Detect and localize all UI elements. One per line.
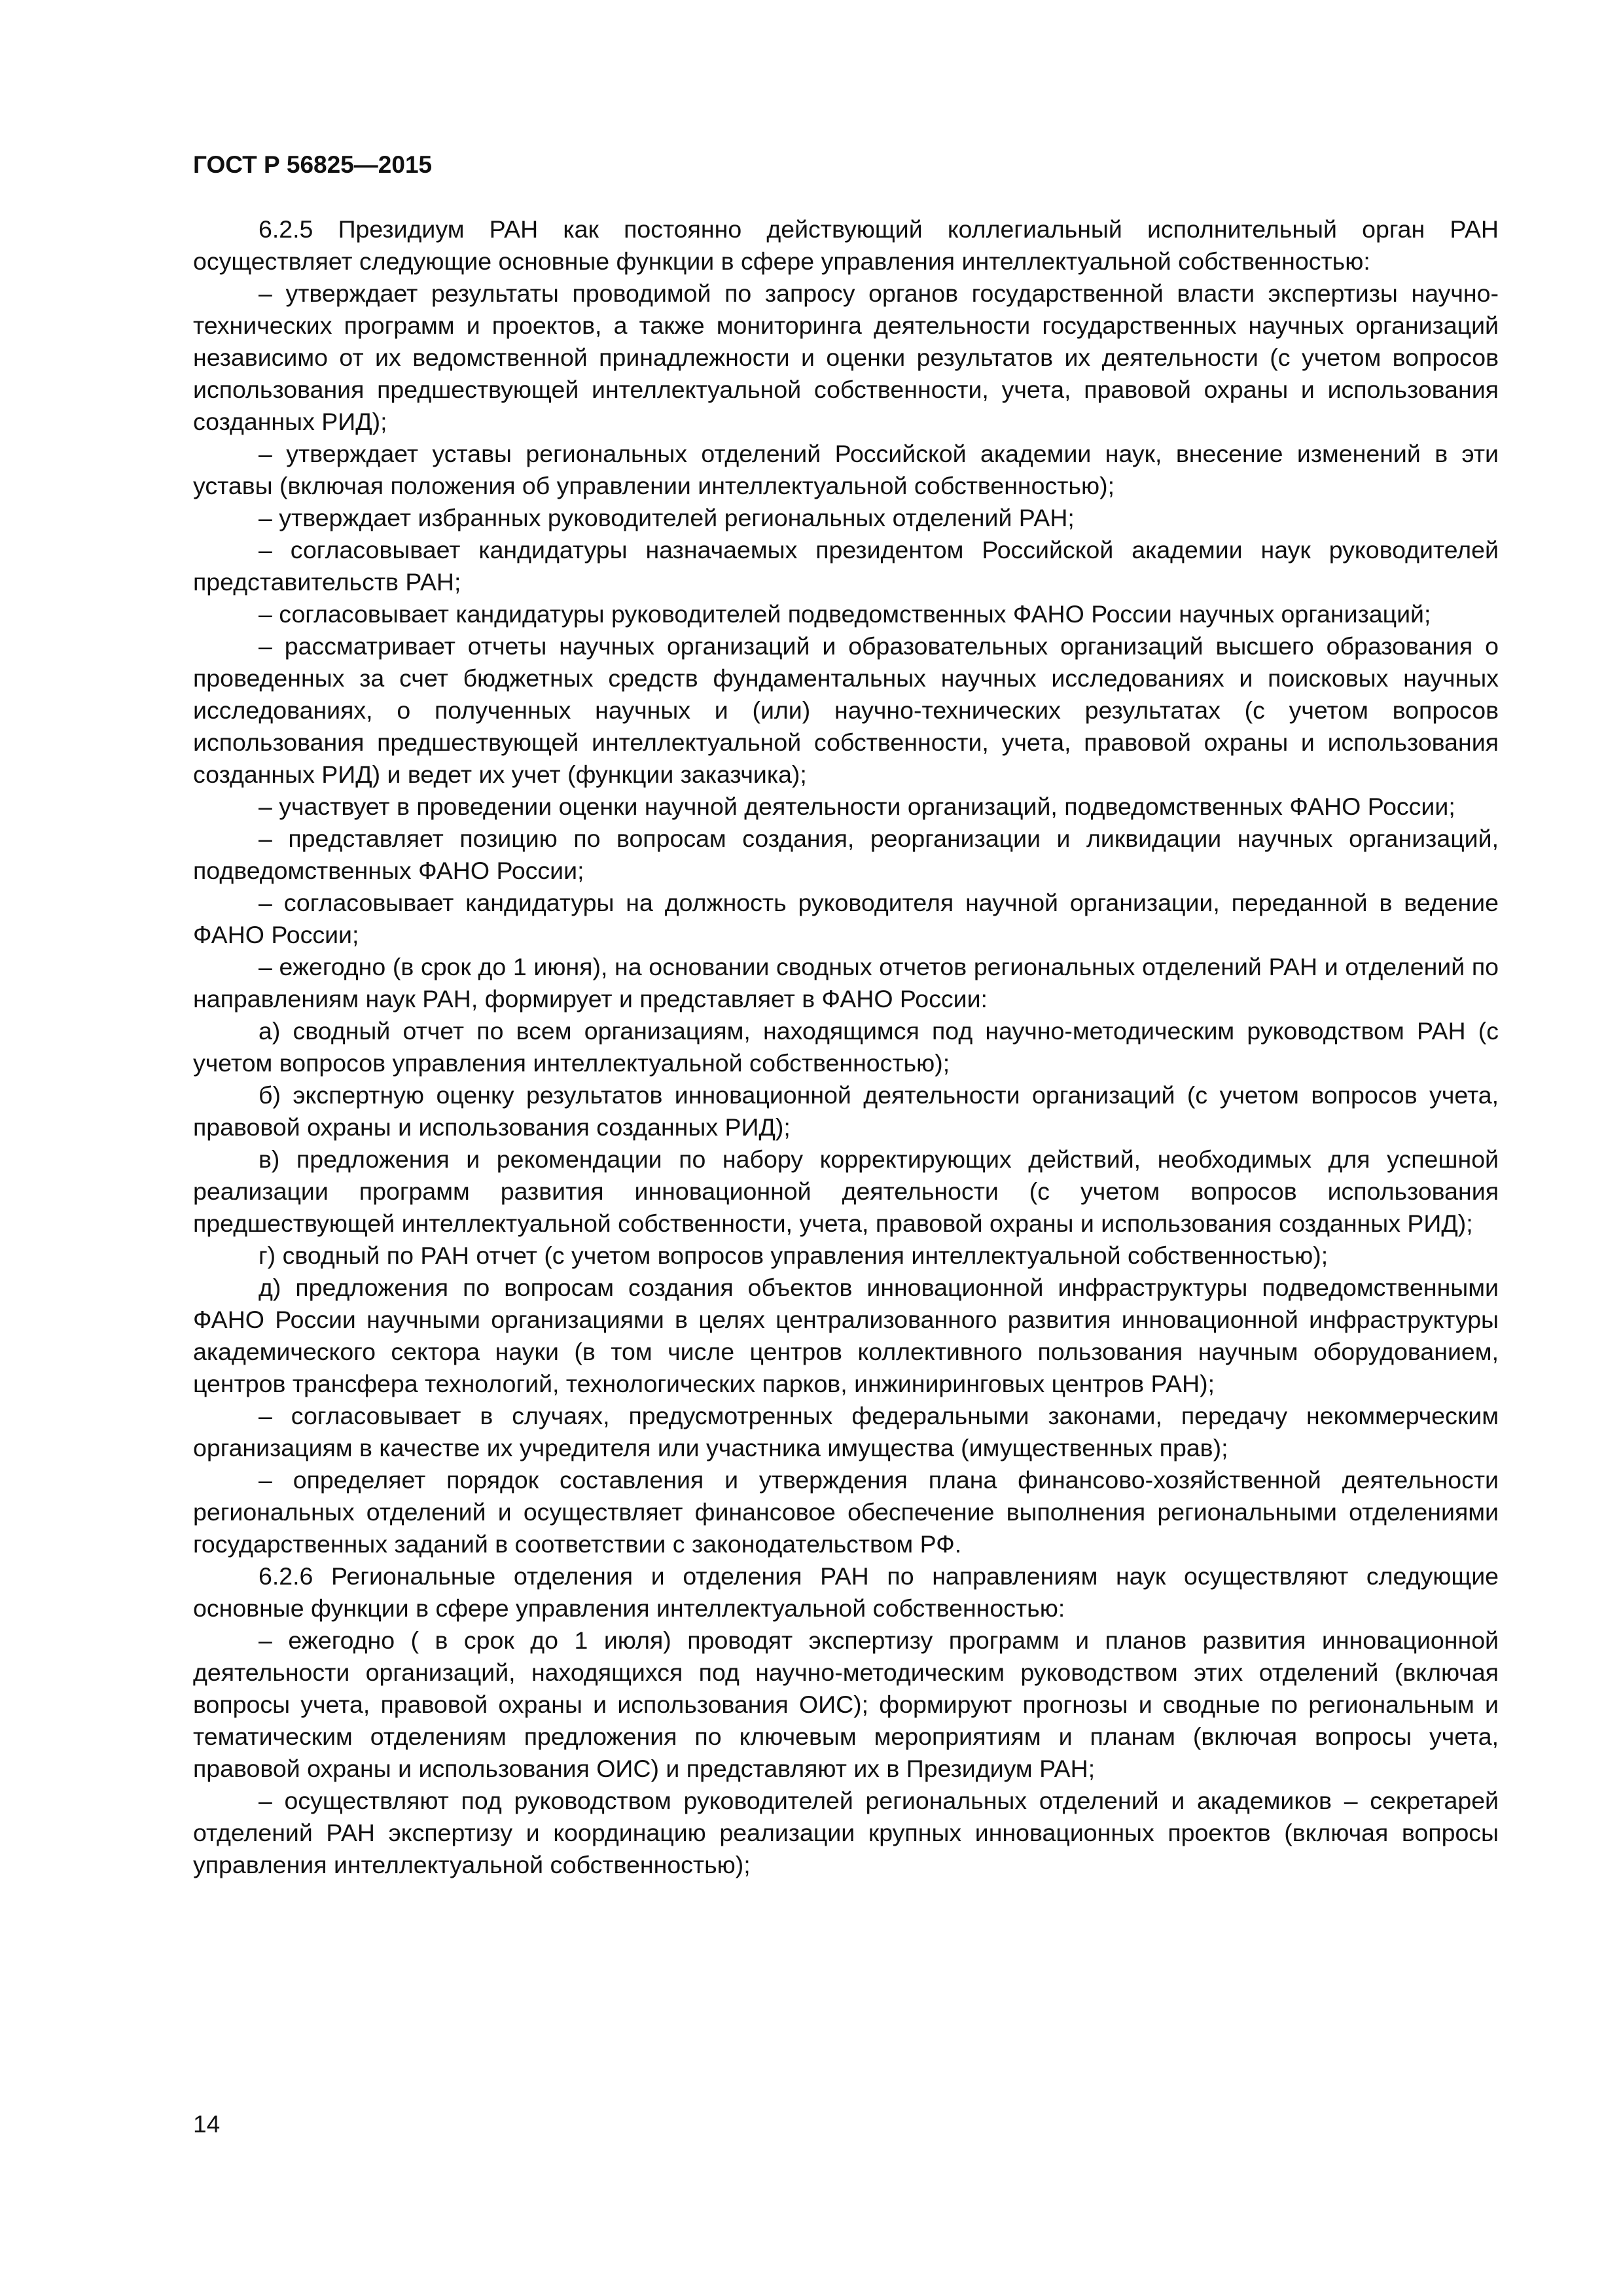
list-item: – определяет порядок составления и утверждения плана финансово-хозяйственной деятельности региональных отделений и осуществляет финансовое обеспечение выполнения региональными отделениями государственных заданий в соответствии с законодательством РФ. xyxy=(193,1466,1499,1558)
list-item: – участвует в проведении оценки научной деятельности организаций, подведомственных ФАНО России; xyxy=(259,793,1455,820)
document-page xyxy=(193,151,1499,1881)
list-item: – утверждает результаты проводимой по запросу органов государственной власти экспертизы научно-технических программ и проектов, а также мониторинга деятельности государственных научных организаций независимо от их ведомственной принадлежности и оценки результатов их деятельности (с учетом вопросов использования предшествующей интеллектуальной собственности, учета, правовой охраны и использования созданных РИД); xyxy=(193,279,1499,435)
sub-item-b: б) экспертную оценку результатов инновационной деятельности организаций (с учетом вопросов учета, правовой охраны и использования созданных РИД); xyxy=(193,1081,1499,1141)
list-item: – утверждает избранных руководителей региональных отделений РАН; xyxy=(259,504,1075,531)
page-number: 14 xyxy=(193,2111,221,2138)
sub-item-a: а) сводный отчет по всем организациям, находящимся под научно-методическим руководством РАН (с учетом вопросов управления интеллектуальной собственностью); xyxy=(193,1017,1499,1077)
list-item: – согласовывает кандидатуры назначаемых президентом Российской академии наук руководителей представительств РАН; xyxy=(193,536,1499,596)
paragraph-6-2-5: 6.2.5 Президиум РАН как постоянно действующий коллегиальный исполнительный орган РАН осуществляет следующие основные функции в сфере управления интеллектуальной собственностью: xyxy=(193,215,1499,275)
list-item: – представляет позицию по вопросам создания, реорганизации и ликвидации научных организаций, подведомственных ФАНО России; xyxy=(193,825,1499,884)
paragraph-6-2-6: 6.2.6 Региональные отделения и отделения РАН по направлениям наук осуществляют следующие основные функции в сфере управления интеллектуальной собственностью: xyxy=(193,1562,1499,1622)
list-item: – осуществляют под руководством руководителей региональных отделений и академиков – секретарей отделений РАН экспертизу и координацию реализации крупных инновационных проектов (включая вопросы управления интеллектуальной собственностью); xyxy=(193,1787,1499,1878)
document-body xyxy=(193,213,1499,1881)
list-item: – ежегодно ( в срок до 1 июля) проводят экспертизу программ и планов развития инновационной деятельности организаций, находящихся под научно-методическим руководством этих отделений (включая вопросы учета, правовой охраны и использования ОИС); формируют прогнозы и сводные по региональным и тематическим отделениям предложения по ключевым мероприятиям и планам (включая вопросы учета, правовой охраны и использования ОИС) и представляют их в Президиум РАН; xyxy=(193,1626,1499,1782)
list-item: – рассматривает отчеты научных организаций и образовательных организаций высшего образования о проведенных за счет бюджетных средств фундаментальных научных исследованиях и поисковых научных исследованиях, о полученных научных и (или) научно-технических результатах (с учетом вопросов использования предшествующей интеллектуальной собственности, учета, правовой охраны и использования созданных РИД) и ведет их учет (функции заказчика); xyxy=(193,632,1499,788)
sub-item-g: г) сводный по РАН отчет (с учетом вопросов управления интеллектуальной собственностью); xyxy=(259,1242,1329,1269)
document-header: ГОСТ Р 56825—2015 xyxy=(193,151,433,178)
list-item: – ежегодно (в срок до 1 июня), на основании сводных отчетов региональных отделений РАН и отделений по направлениям наук РАН, формирует и представляет в ФАНО России: xyxy=(193,953,1499,1013)
list-item: – согласовывает кандидатуры руководителей подведомственных ФАНО России научных организаций; xyxy=(259,600,1431,628)
list-item: – согласовывает кандидатуры на должность руководителя научной организации, переданной в ведение ФАНО России; xyxy=(193,889,1499,948)
list-item: – согласовывает в случаях, предусмотренных федеральными законами, передачу некоммерческим организациям в качестве их учредителя или участника имущества (имущественных прав); xyxy=(193,1402,1499,1462)
list-item: – утверждает уставы региональных отделений Российской академии наук, внесение изменений в эти уставы (включая положения об управлении интеллектуальной собственностью); xyxy=(193,440,1499,499)
sub-item-d: д) предложения по вопросам создания объектов инновационной инфраструктуры подведомственными ФАНО России научными организациями в целях централизованного развития инновационной инфраструктуры академического сектора науки (в том числе центров коллективного пользования научным оборудованием, центров трансфера технологий, технологических парков, инжиниринговых центров РАН); xyxy=(193,1274,1499,1397)
sub-item-v: в) предложения и рекомендации по набору корректирующих действий, необходимых для успешной реализации программ развития инновационной деятельности (с учетом вопросов использования предшествующей интеллектуальной собственности, учета, правовой охраны и использования созданных РИД); xyxy=(193,1145,1499,1237)
